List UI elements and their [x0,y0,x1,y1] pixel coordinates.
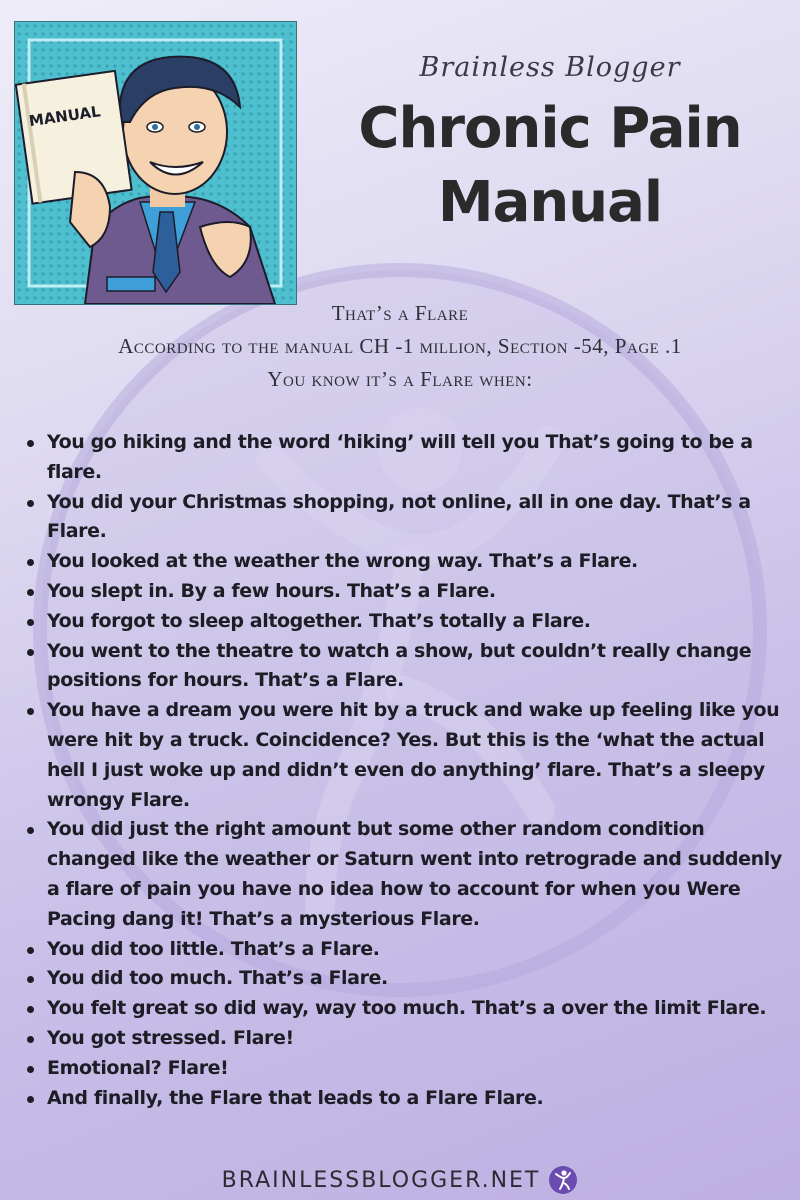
title-line-1: Chronic Pain [358,96,742,161]
list-item: And finally, the Flare that leads to a Flare Flare. [22,1084,792,1114]
intro-reference: According to the manual CH -1 million, Section -54, Page .1 [118,334,682,358]
intro-heading: That’s a Flare [331,301,469,325]
list-item: You felt great so did way, way too much. That’s a over the limit Flare. [22,994,792,1024]
footer [0,1160,800,1200]
list-item: You go hiking and the word ‘hiking’ will tell you That’s going to be a flare. [22,428,792,488]
list-item: You got stressed. Flare! [22,1024,792,1054]
running-figure-logo-icon [548,1165,578,1195]
book-label: MANUAL [27,102,102,131]
list-item: You did too little. That’s a Flare. [22,935,792,965]
illustration-man-with-manual [14,21,297,305]
list-item: You went to the theatre to watch a show, but couldn’t really change positions for hours. That’s a Flare. [22,637,792,697]
list-item: You did too much. That’s a Flare. [22,964,792,994]
intro-lead: You know it’s a Flare when: [267,367,533,391]
list-item: You did your Christmas shopping, not online, all in one day. That’s a Flare. [22,488,792,548]
brand-name: Brainless Blogger [419,52,681,83]
list-item: You slept in. By a few hours. That’s a Flare. [22,577,792,607]
list-item: You did just the right amount but some other random condition changed like the weather or Saturn went into retrograde and suddenly a flare of pain you have no idea how to account for when you Were Pacing dang it! That’s a mysterious Flare. [22,815,792,934]
list-item: Emotional? Flare! [22,1054,792,1084]
list-item: You have a dream you were hit by a truck and wake up feeling like you were hit by a truck. Coincidence? Yes. But this is the ‘what the actual hell I just woke up and didn’t even do anything’ flare. That’s a sleepy wrongy Flare. [22,696,792,815]
flare-list [22,428,792,1113]
list-item: You looked at the weather the wrong way. That’s a Flare. [22,547,792,577]
intro-block [0,297,800,396]
page-title [300,92,800,240]
title-line-2: Manual [437,170,663,235]
list-item: You forgot to sleep altogether. That’s totally a Flare. [22,607,792,637]
site-url[interactable]: BRAINLESSBLOGGER.NET [221,1167,541,1193]
